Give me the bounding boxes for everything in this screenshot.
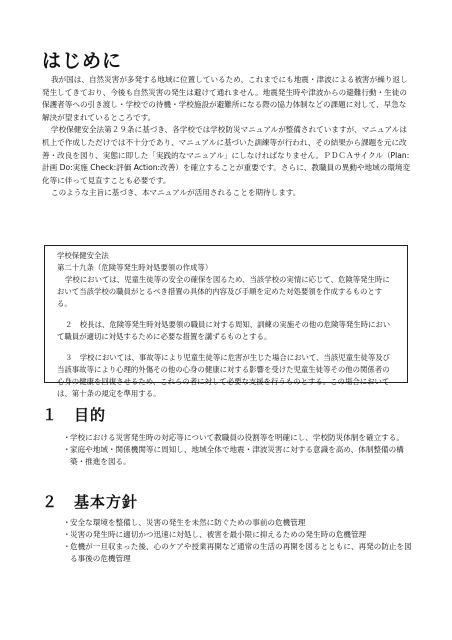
list-item: ・ 学校における災害発生時の対応等について教職員の役割等を明確にし、学校防災体制を確立する。 bbox=[63, 433, 404, 442]
intro-paragraph: 学校保健安全法第２９条に基づき、各学校では学校防災マニュアルが整備されていますが、マニュアルは机上で作成しただけでは不十分であり、マニュアルに基づいた訓練等が行われ、その結果から課題を元に改善・改良を図り、実態に即した「実践的なマニュアル」にしなければなりません。ＰＤＣＡサイクル（Plan:計画 Do:実施 Check:評価 Action:改善）を確立することが重要です。さらに、教職員の異動や地域の環境変化等に伴って見直すことも必要です。 bbox=[42, 125, 411, 185]
law-quote-box bbox=[44, 245, 408, 398]
section-title-policy: ２ 基本方針 bbox=[42, 493, 139, 511]
bullet: ・ bbox=[63, 530, 71, 539]
intro-text bbox=[42, 74, 412, 200]
law-name: 学校保健安全法 bbox=[57, 251, 109, 260]
intro-paragraph: このような主旨に基づき、本マニュアルが活用されることを期待します。 bbox=[51, 188, 301, 198]
section-title-purpose: １ 目的 bbox=[42, 406, 107, 424]
law-clause-3: ３ 学校においては、事故等により児童生徒等に危害が生じた場合において、当該児童生徒等及び当該事故等により心理的外傷その他の心身の健康に対する影響を受けた児童生徒等その他の関係者の心身の健康を回復させるため、これらの者に対して必要な支援を行うものとする。この場合においては、第十条の規定を準用する。 bbox=[57, 353, 391, 398]
law-clause-2: ２ 校長は、危険等発生時対処要領の職員に対する周知、訓練の実施その他の危険等発生時において職員が適切に対処するために必要な措置を講ずるものとする。 bbox=[57, 320, 391, 341]
intro-paragraph: 我が国は、自然災害が多発する地域に位置しているため、これまでにも地震・津波による被害が繰り返し発生してきており、今後も自然災害の発生は避けて通れません。地震発生時や津波からの避難行動・生徒の保護者等への引き渡し・学校での待機・学校施設が避難所になる際の協力体制などの課題に対して、早急な解決が望まれているところです。 bbox=[42, 75, 408, 122]
law-clause-1: 学校においては、児童生徒等の安全の確保を図るため、当該学校の実情に応じて、危険等発生時において当該学校の職員がとるべき措置の具体的内容及び手順を定めた対処要領を作成するものとする。 bbox=[57, 275, 390, 308]
law-article: 第二十九条（危険等発生時対処要領の作成等） bbox=[57, 263, 213, 272]
bullet: ・ bbox=[63, 445, 71, 454]
policy-list bbox=[64, 517, 412, 565]
bullet: ・ bbox=[63, 518, 71, 527]
purpose-list bbox=[64, 432, 412, 468]
list-item: ・ 災害の発生時に適切かつ迅速に対処し、被害を最小限に抑えるための発生時の危機管理 bbox=[63, 530, 367, 539]
bullet: ・ bbox=[63, 433, 71, 442]
bullet: ・ bbox=[63, 542, 71, 551]
page-title: はじめに bbox=[42, 50, 123, 72]
list-item: ・ 安全な環境を整備し、災害の発生を未然に防ぐための事前の危機管理 bbox=[63, 518, 306, 527]
list-item: ・ 危機が一旦収まった後、心のケアや授業再開など通常の生活の再開を図るとともに、再発の防止を図る事後の危機管理 bbox=[63, 542, 412, 563]
list-item: ・ 家庭や地域・関係機関等に周知し、地域全体で地震・津波災害に対する意識を高め、体制整備の構築・推進を図る。 bbox=[63, 445, 404, 466]
